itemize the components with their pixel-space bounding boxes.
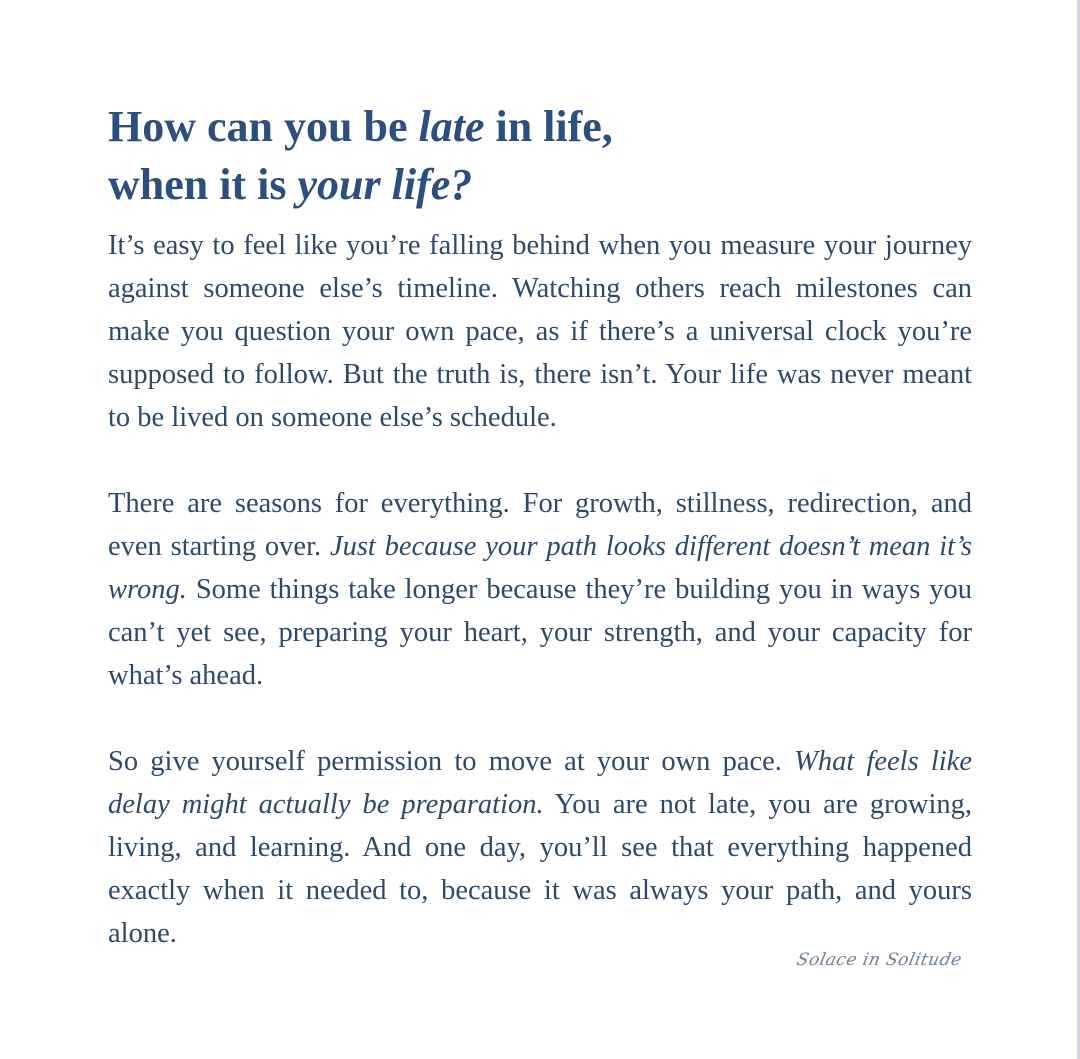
paragraph-3-text-start: So give yourself permission to move at your own pace. xyxy=(108,746,795,777)
paragraph-3-text-end: You are not late, you are growing, living, and learning. And one day, you’ll see that everything happened exactly when it needed to, because it was always your path, and yours alone. xyxy=(108,789,973,949)
paragraph-2-text-end: Some things take longer because they’re building you in ways you can’t yet see, preparing your heart, your strength, and your capacity for what’s ahead. xyxy=(108,574,972,691)
paragraph-2 xyxy=(108,482,972,697)
paragraph-2-text-start: There are seasons for everything. For growth, stillness, redirection, and even starting over. xyxy=(108,488,972,562)
paragraph-1 xyxy=(108,224,972,439)
paragraph-2-emphasis: Just because your path looks different doesn’t mean it’s wrong. xyxy=(108,531,972,605)
title-line2-emphasis: your life? xyxy=(297,160,473,209)
paragraph-1-text: It’s easy to feel like you’re falling behind when you measure your journey against someone else’s timeline. Watching others reach milestones can make you question your own pace, as if there’s a universal clock you’re supposed to follow. But the truth is, there isn’t. Your life was never meant to be lived on someone else’s schedule. xyxy=(108,230,972,433)
paragraph-3 xyxy=(108,740,972,955)
title-line1-emphasis: late xyxy=(418,102,485,151)
title-line1-end: in life, xyxy=(484,102,613,151)
article-title xyxy=(108,98,972,214)
paragraph-3-emphasis: What feels like delay might actually be preparation. xyxy=(108,746,972,820)
title-line1-text: How can you be xyxy=(108,102,419,151)
article xyxy=(108,98,972,955)
title-line2-text: when it is xyxy=(108,160,298,209)
signature: Solace in Solitude xyxy=(795,950,965,970)
